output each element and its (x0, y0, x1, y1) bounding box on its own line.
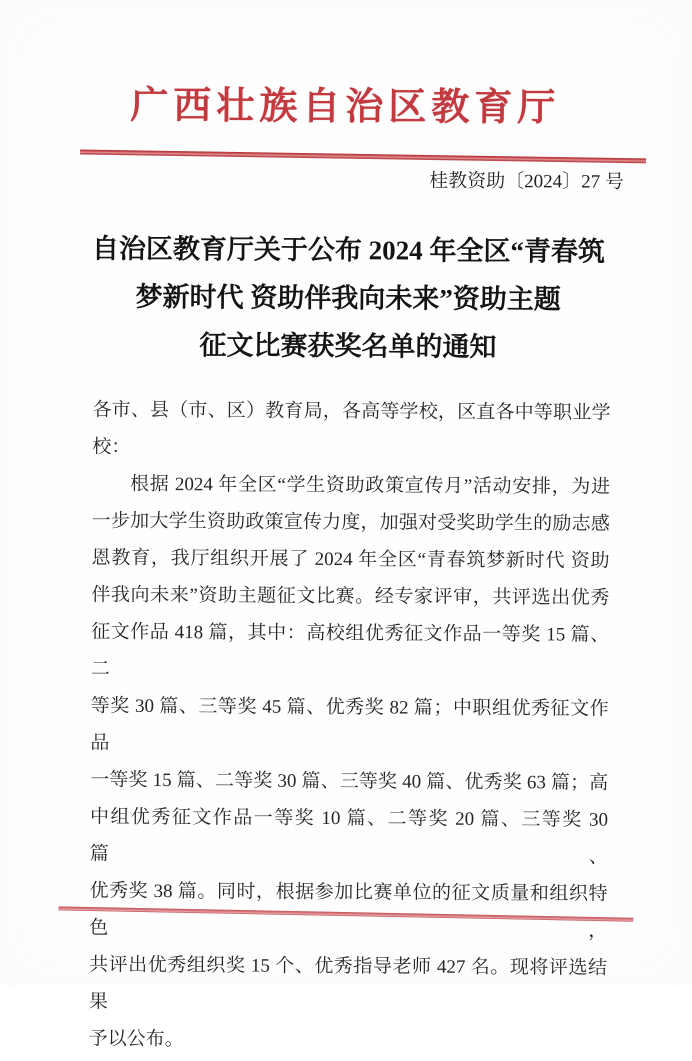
body-line: 校： (92, 436, 131, 458)
body-line: 一等奖 15 篇、二等奖 30 篇、三等奖 40 篇、优秀奖 63 篇；高 (90, 769, 609, 794)
body-line: 恩教育，我厅组织开展了 2024 年全区“青春筑梦新时代 资助 (91, 547, 610, 572)
body-line: 一步加大学生资助政策宣传力度，加强对受奖助学生的励志感 (91, 510, 610, 535)
body-line: 等奖 30 篇、三等奖 45 篇、优秀奖 82 篇；中职组优秀征文作品 (90, 695, 609, 754)
body-line: 优秀奖 38 篇。同时，根据参加比赛单位的征文质量和组织特色， (89, 880, 608, 942)
notice-title-line: 自治区教育厅关于公布 2024 年全区“青春筑 (91, 233, 606, 267)
notice-title-line: 征文比赛获奖名单的通知 (199, 330, 497, 363)
body-line: 予以公布。 (88, 1028, 184, 1051)
body-line: 伴我向未来”资助主题征文比赛。经专家评审，共评选出优秀 (91, 584, 610, 609)
notice-body (89, 392, 611, 1061)
notice-title (76, 224, 621, 371)
document-number: 桂教资助〔2024〕27 号 (429, 170, 624, 193)
body-line: 根据 2024 年全区“学生资助政策宣传月”活动安排，为进 (129, 473, 611, 498)
body-line: 中组优秀征文作品一等奖 10 篇、二等奖 20 篇、三等奖 30 篇、 (89, 806, 609, 868)
notice-title-line: 梦新时代 资助伴我向未来”资助主题 (135, 281, 561, 315)
body-line: 各市、县（市、区）教育局，各高等学校，区直各中等职业学 (92, 399, 611, 424)
body-line: 征文作品 418 篇，其中：高校组优秀征文作品一等奖 15 篇、二 (90, 621, 610, 680)
body-line: 共评出优秀组织奖 15 个、优秀指导老师 427 名。现将评选结果 (88, 954, 608, 1013)
agency-letterhead: 广西壮族自治区教育厅 (130, 84, 561, 130)
letterhead-rule (80, 149, 646, 163)
